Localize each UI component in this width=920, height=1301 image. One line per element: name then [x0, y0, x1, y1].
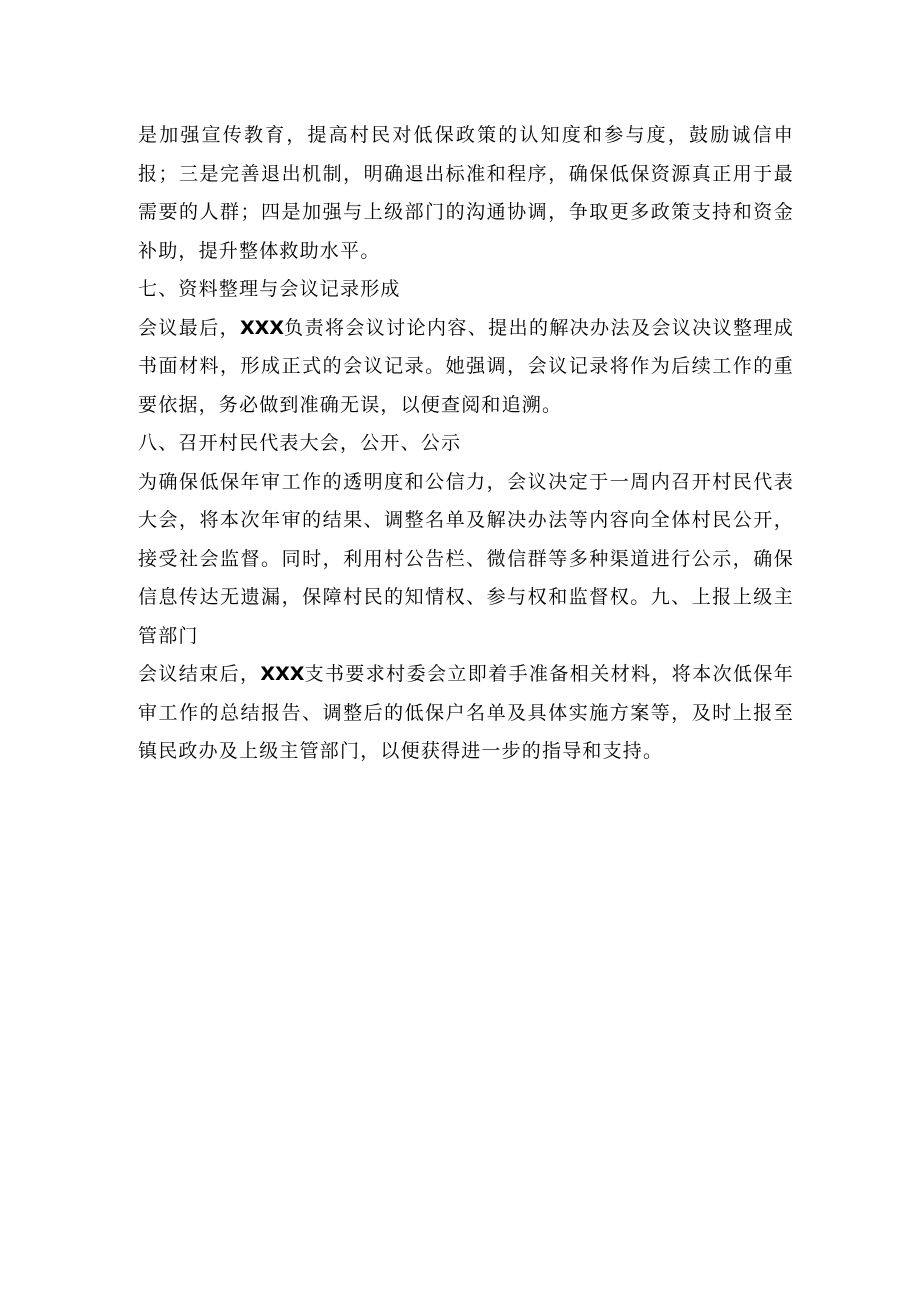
redacted-name: XXX — [240, 316, 284, 339]
paragraph-measures-continued: 是加强宣传教育，提高村民对低保政策的认知度和参与度，鼓励诚信申报；三是完善退出机制，明确退出标准和程序，确保低保资源真正用于最需要的人群；四是加强与上级部门的沟通协调，争取更多政策支持和资金补助，提升整体救助水平。 — [138, 124, 794, 262]
paragraph-meeting-records — [138, 309, 794, 425]
document-page — [138, 116, 794, 771]
paragraph-report-superiors — [138, 655, 794, 771]
section-heading-8: 八、召开村民代表大会，公开、公示 — [138, 432, 462, 454]
paragraph-report-superiors-prefix: 会议结束后， — [138, 663, 261, 685]
redacted-name: XXX — [260, 663, 305, 685]
paragraph-report-superiors-text: 支书要求村委会立即着手准备相关材料，将本次低保年审工作的总结报告、调整后的低保户名单及具体实施方案等，及时上报至镇民政办及上级主管部门，以便获得进一步的指导和支持。 — [138, 663, 795, 762]
paragraph-villager-congress: 为确保低保年审工作的透明度和公信力，会议决定于一周内召开村民代表大会，将本次年审的结果、调整名单及解决办法等内容向全体村民公开，接受社会监督。同时，利用村公告栏、微信群等多种渠道进行公示，确保信息传达无遗漏，保障村民的知情权、参与权和监督权。九、上报上级主管部门 — [138, 470, 794, 647]
section-heading-7: 七、资料整理与会议记录形成 — [138, 278, 401, 300]
paragraph-meeting-records-text: 负责将会议讨论内容、提出的解决办法及会议决议整理成书面材料，形成正式的会议记录。她强调，会议记录将作为后续工作的重要依据，务必做到准确无误，以便查阅和追溯。 — [138, 316, 794, 416]
paragraph-meeting-records-prefix: 会议最后， — [138, 316, 241, 339]
